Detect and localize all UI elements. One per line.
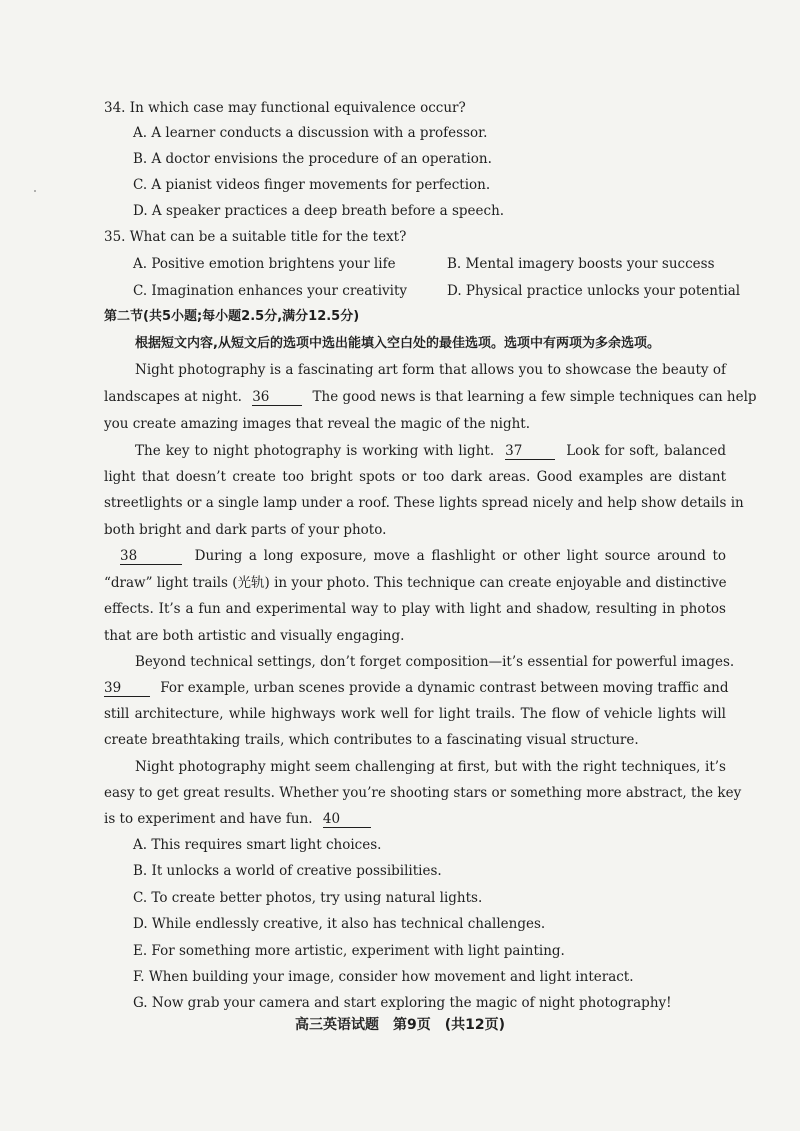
p2-line-1 — [135, 442, 726, 460]
choice-e: E. For something more artistic, experiment with light painting. — [133, 943, 565, 959]
q35-option-c: C. Imagination enhances your creativity — [133, 283, 408, 299]
blank-40: 40 — [323, 811, 371, 828]
p1-line-2 — [104, 388, 757, 406]
blank-36: 36 — [252, 389, 302, 406]
q35-option-b: B. Mental imagery boosts your success — [447, 256, 715, 272]
p1-line-1: Night photography is a fascinating art form that allows you to showcase the beauty of — [135, 362, 726, 378]
p3-line-4: that are both artistic and visually engaging. — [104, 628, 405, 644]
p3-line-1-text: During a long exposure, move a flashlight or other light source around to — [194, 548, 726, 564]
choice-g: G. Now grab your camera and start exploring the magic of night photography! — [133, 995, 672, 1011]
p3-line-3: effects. It’s a fun and experimental way to play with light and shadow, resulting in photos — [104, 601, 726, 617]
q34-option-c: C. A pianist videos finger movements for perfection. — [133, 177, 491, 193]
p3-line-1 — [104, 547, 726, 565]
page-footer: 高三英语试题 第9页 (共12页) — [294, 1017, 506, 1033]
q34-option-d: D. A speaker practices a deep breath before a speech. — [133, 203, 505, 219]
p5-line-2: easy to get great results. Whether you’re shooting stars or something more abstract, the key — [104, 785, 742, 801]
choice-f: F. When building your image, consider how movement and light interact. — [133, 969, 634, 985]
p5-line-3-text: is to experiment and have fun. — [104, 811, 313, 827]
section-instruction: 根据短文内容,从短文后的选项中选出能填入空白处的最佳选项。选项中有两项为多余选项。 — [135, 336, 660, 351]
p2-line-2: light that doesn’t create too bright spots or too dark areas. Good examples are distant — [104, 469, 726, 485]
p4-line-4: create breathtaking trails, which contributes to a fascinating visual structure. — [104, 732, 639, 748]
p2-line-1-start: The key to night photography is working with light. — [135, 443, 495, 459]
p4-line-2-text: For example, urban scenes provide a dynamic contrast between moving traffic and — [160, 680, 729, 696]
choice-c: C. To create better photos, try using natural lights. — [133, 890, 483, 906]
choice-d: D. While endlessly creative, it also has technical challenges. — [133, 916, 546, 932]
q35-option-a: A. Positive emotion brightens your life — [133, 256, 396, 272]
blank-39: 39 — [104, 680, 150, 697]
p2-line-4: both bright and dark parts of your photo. — [104, 522, 387, 538]
section-heading: 第二节(共5小题;每小题2.5分,满分12.5分) — [104, 309, 360, 324]
question-34-stem: 34. In which case may functional equivalence occur? — [104, 100, 466, 116]
p4-line-3: still architecture, while highways work well for light trails. The flow of vehicle lights will — [104, 706, 726, 722]
p4-line-1: Beyond technical settings, don’t forget composition—it’s essential for powerful images. — [135, 654, 735, 670]
scan-speck — [34, 190, 36, 192]
choice-a: A. This requires smart light choices. — [133, 837, 382, 853]
p3-line-2: “draw” light trails (光轨) in your photo. This technique can create enjoyable and distinctive — [104, 575, 727, 591]
p1-line-2-end: The good news is that learning a few simple techniques can help — [312, 389, 757, 405]
q34-option-b: B. A doctor envisions the procedure of an operation. — [133, 151, 492, 167]
p2-line-3: streetlights or a single lamp under a roof. These lights spread nicely and help show details in — [104, 495, 744, 511]
choice-b: B. It unlocks a world of creative possibilities. — [133, 863, 442, 879]
p4-line-2 — [104, 679, 729, 697]
q35-option-d: D. Physical practice unlocks your potential — [447, 283, 741, 299]
question-35-stem: 35. What can be a suitable title for the text? — [104, 229, 407, 245]
p1-line-2-start: landscapes at night. — [104, 389, 242, 405]
p5-line-1: Night photography might seem challenging at first, but with the right techniques, it’s — [135, 759, 726, 775]
blank-37: 37 — [505, 443, 555, 460]
p2-line-1-end: Look for soft, balanced — [566, 443, 726, 459]
p1-line-3: you create amazing images that reveal the magic of the night. — [104, 416, 531, 432]
q34-option-a: A. A learner conducts a discussion with a professor. — [133, 125, 488, 141]
blank-38: 38 — [120, 548, 182, 565]
p5-line-3 — [104, 810, 726, 828]
